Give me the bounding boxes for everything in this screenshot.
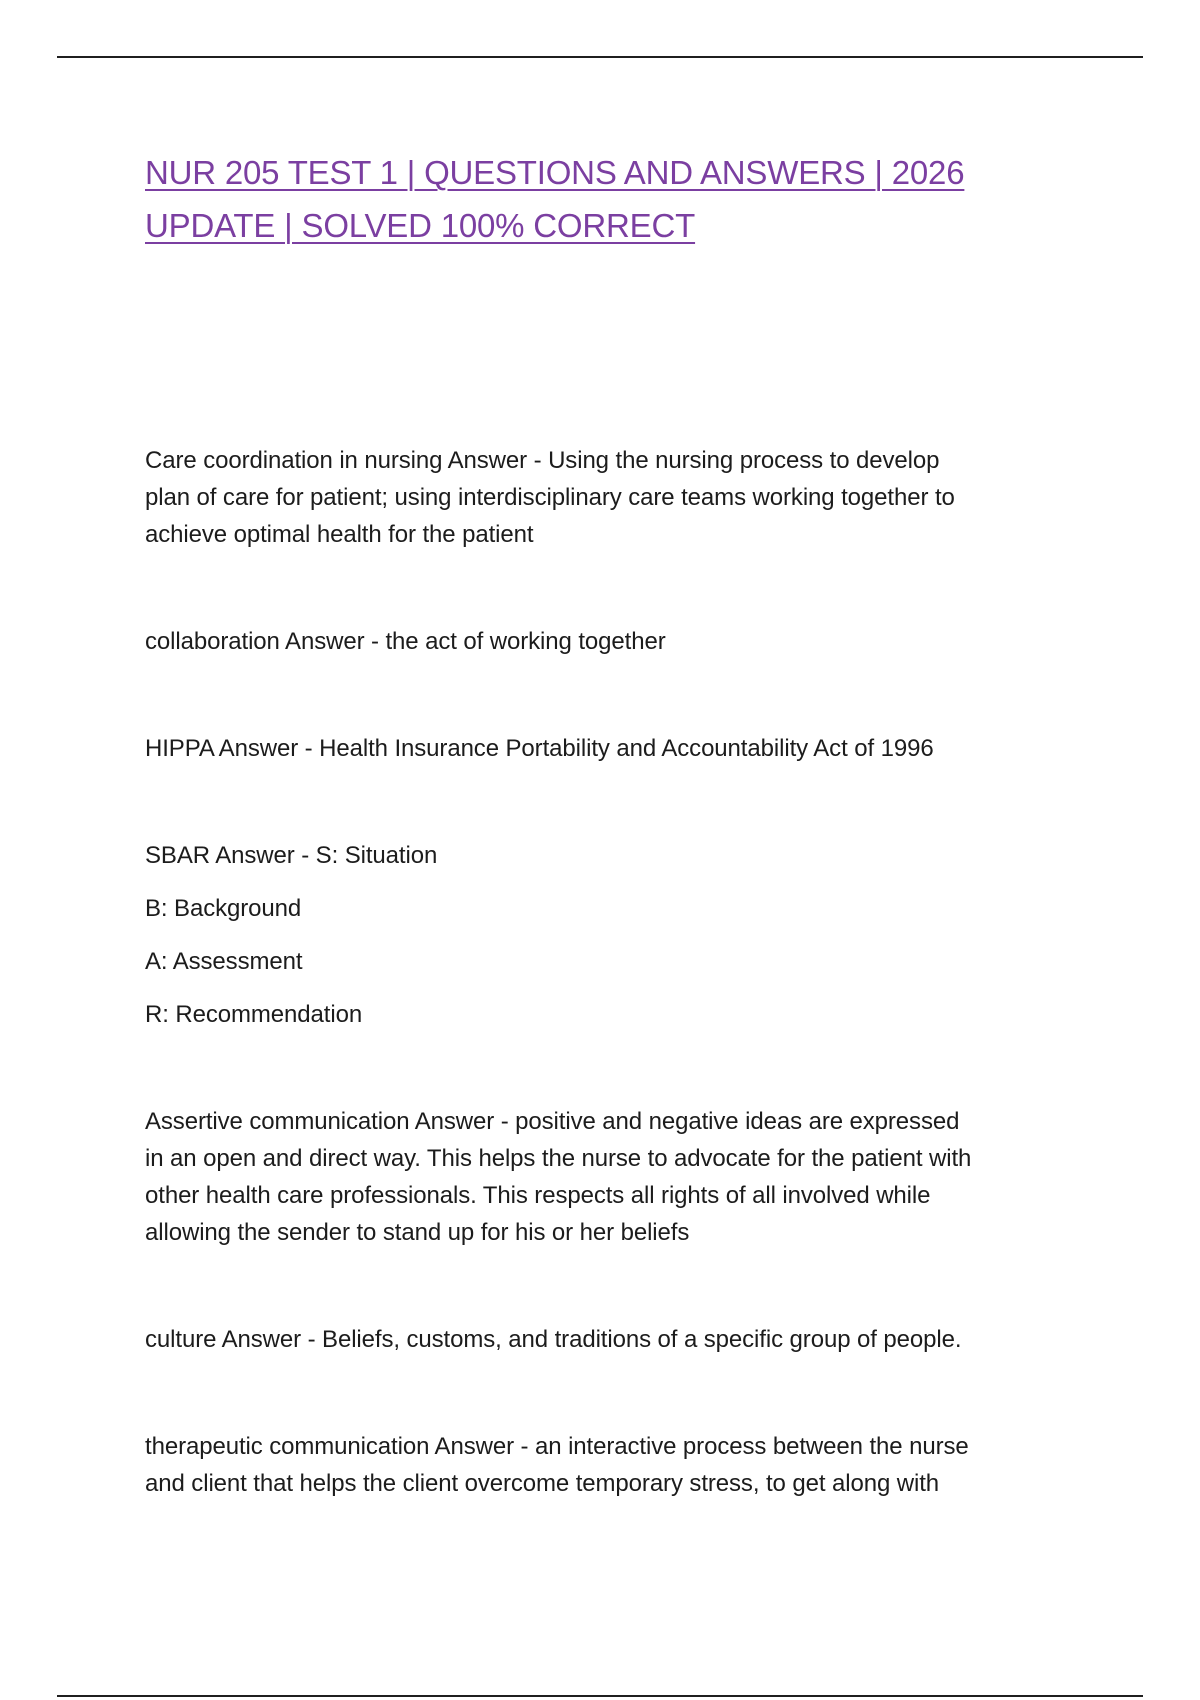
qa-line: Assertive communication Answer - positive and negative ideas are expressed xyxy=(145,1108,960,1135)
qa-line: plan of care for patient; using interdisciplinary care teams working together to xyxy=(145,484,955,511)
qa-item-care-coordination xyxy=(145,442,1075,553)
qa-line: allowing the sender to stand up for his or her beliefs xyxy=(145,1219,690,1246)
qa-item-sbar xyxy=(145,837,1075,1033)
qa-list xyxy=(145,442,1075,1502)
sbar-assessment: A: Assessment xyxy=(145,948,303,975)
qa-line: achieve optimal health for the patient xyxy=(145,521,534,548)
top-rule xyxy=(57,56,1143,58)
sbar-recommendation: R: Recommendation xyxy=(145,1001,363,1028)
document-title[interactable]: NUR 205 TEST 1 | QUESTIONS AND ANSWERS | 2026 UPDATE | SOLVED 100% CORRECT xyxy=(145,154,965,244)
qa-line: in an open and direct way. This helps the nurse to advocate for the patient with xyxy=(145,1145,972,1172)
page-content xyxy=(145,146,1075,1502)
qa-line: collaboration Answer - the act of working together xyxy=(145,628,666,655)
qa-item-hippa xyxy=(145,730,1075,767)
qa-item-assertive-communication xyxy=(145,1103,1075,1251)
qa-line: HIPPA Answer - Health Insurance Portability and Accountability Act of 1996 xyxy=(145,735,934,762)
sbar-background: B: Background xyxy=(145,895,302,922)
qa-item-therapeutic-communication xyxy=(145,1428,1075,1502)
qa-line: SBAR Answer - S: Situation xyxy=(145,842,438,869)
qa-line: therapeutic communication Answer - an interactive process between the nurse xyxy=(145,1433,969,1460)
bottom-rule xyxy=(57,1695,1143,1697)
qa-line: and client that helps the client overcome temporary stress, to get along with xyxy=(145,1470,940,1497)
qa-item-collaboration xyxy=(145,623,1075,660)
qa-line: culture Answer - Beliefs, customs, and traditions of a specific group of people. xyxy=(145,1326,962,1353)
qa-item-culture xyxy=(145,1321,1075,1358)
qa-line: Care coordination in nursing Answer - Using the nursing process to develop xyxy=(145,447,940,474)
qa-line: other health care professionals. This respects all rights of all involved while xyxy=(145,1182,931,1209)
